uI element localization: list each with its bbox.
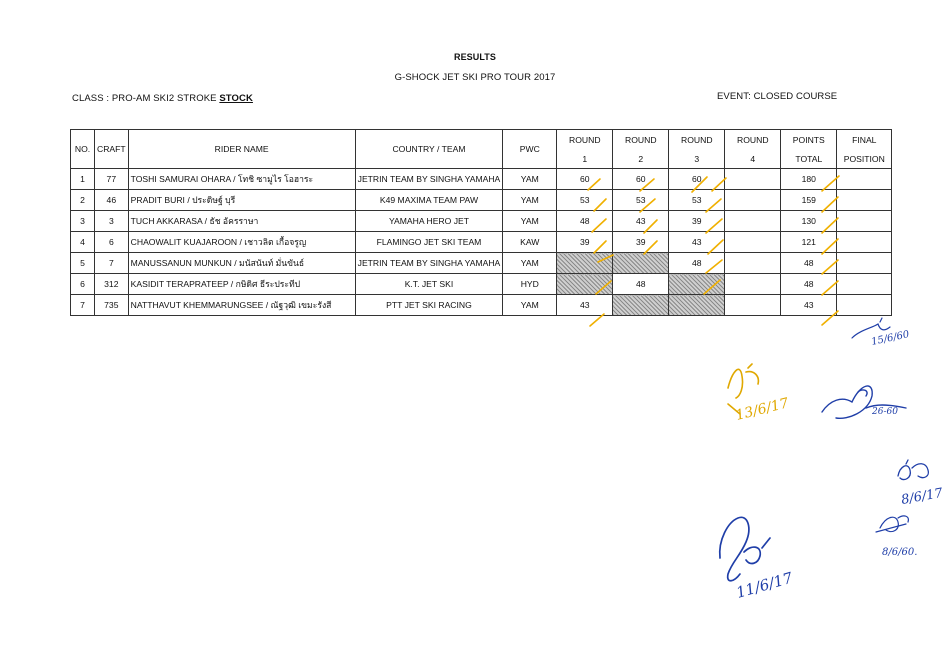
- cell-round4: [725, 274, 781, 295]
- cell-final-position: [837, 211, 892, 232]
- cell-pwc: YAM: [503, 253, 557, 274]
- header-round4: ROUND: [725, 130, 781, 150]
- cell-craft: 3: [95, 211, 129, 232]
- cell-round1-no-score: [557, 274, 613, 295]
- cell-round1: 48: [557, 211, 613, 232]
- cell-points-total: 48: [781, 253, 837, 274]
- cell-round4: [725, 232, 781, 253]
- cell-final-position: [837, 190, 892, 211]
- cell-round2: 53: [613, 190, 669, 211]
- class-value: STOCK: [219, 93, 253, 104]
- header-round3-number: 3: [669, 149, 725, 169]
- cell-round4: [725, 211, 781, 232]
- table-row: [71, 232, 892, 253]
- event-label: EVENT: CLOSED COURSE: [717, 91, 838, 102]
- cell-round2: 39: [613, 232, 669, 253]
- signature-initials-8-6-60: [876, 516, 917, 558]
- cell-round4: [725, 253, 781, 274]
- svg-text:8/6/60.: 8/6/60.: [882, 547, 918, 558]
- table-row: [71, 211, 892, 232]
- cell-round3: 39: [669, 211, 725, 232]
- cell-points-total: 121: [781, 232, 837, 253]
- cell-pwc: YAM: [503, 295, 557, 316]
- svg-text:26-60: 26-60: [872, 407, 898, 417]
- header-final: FINAL: [837, 130, 892, 150]
- header-points: POINTS: [781, 130, 837, 150]
- table-row: [71, 295, 892, 316]
- cell-rider-name: KASIDIT TERAPRATEEP / กษิดิศ ธีระประทีป: [128, 274, 355, 295]
- cell-round2-no-score: [613, 295, 669, 316]
- svg-text:11/6/17: 11/6/17: [734, 568, 795, 602]
- cell-round3: 53: [669, 190, 725, 211]
- cell-round1: 39: [557, 232, 613, 253]
- cell-craft: 77: [95, 169, 129, 190]
- cell-team: PTT JET SKI RACING: [355, 295, 503, 316]
- header-no: NO.: [71, 130, 95, 169]
- cell-points-total: 180: [781, 169, 837, 190]
- table-row: [71, 190, 892, 211]
- cell-round3-no-score: [669, 295, 725, 316]
- cell-team: K.T. JET SKI: [355, 274, 503, 295]
- cell-points-total: 159: [781, 190, 837, 211]
- cell-pwc: YAM: [503, 169, 557, 190]
- cell-round3: 60: [669, 169, 725, 190]
- cell-points-total: 43: [781, 295, 837, 316]
- cell-pwc: HYD: [503, 274, 557, 295]
- header-points-total: TOTAL: [781, 149, 837, 169]
- cell-final-position: [837, 232, 892, 253]
- cell-final-position: [837, 295, 892, 316]
- table-row: [71, 274, 892, 295]
- cell-final-position: [837, 169, 892, 190]
- cell-craft: 312: [95, 274, 129, 295]
- cell-no: 4: [71, 232, 95, 253]
- cell-round3-no-score: [669, 274, 725, 295]
- cell-round1: 43: [557, 295, 613, 316]
- document-title: RESULTS: [453, 52, 497, 62]
- cell-points-total: 130: [781, 211, 837, 232]
- table-row: [71, 253, 892, 274]
- cell-round2: 60: [613, 169, 669, 190]
- signature-initials-26-6-60: [822, 386, 906, 418]
- cell-pwc: YAM: [503, 211, 557, 232]
- cell-craft: 6: [95, 232, 129, 253]
- cell-round4: [725, 295, 781, 316]
- header-round4-number: 4: [725, 149, 781, 169]
- header-round2-number: 2: [613, 149, 669, 169]
- header-rider-name: RIDER NAME: [128, 130, 355, 169]
- cell-round1: 60: [557, 169, 613, 190]
- cell-team: FLAMINGO JET SKI TEAM: [355, 232, 503, 253]
- cell-rider-name: TUCH AKKARASA / ธัช อัครราษา: [128, 211, 355, 232]
- cell-round3: 43: [669, 232, 725, 253]
- cell-round4: [725, 190, 781, 211]
- cell-pwc: YAM: [503, 190, 557, 211]
- cell-round2-no-score: [613, 253, 669, 274]
- cell-rider-name: PRADIT BURI / ประดิษฐ์ บุรี: [128, 190, 355, 211]
- table-row: [71, 169, 892, 190]
- header-round2: ROUND: [613, 130, 669, 150]
- cell-no: 6: [71, 274, 95, 295]
- header-country-team: COUNTRY / TEAM: [355, 130, 503, 169]
- cell-pwc: KAW: [503, 232, 557, 253]
- cell-rider-name: NATTHAVUT KHEMMARUNGSEE / ณัฐวุฒิ เขมะรังสี: [128, 295, 355, 316]
- header-round1: ROUND: [557, 130, 613, 150]
- cell-rider-name: MANUSSANUN MUNKUN / มนัสนันท์ มั่นขันธ์: [128, 253, 355, 274]
- cell-rider-name: TOSHI SAMURAI OHARA / โทชิ ซามูไร โอฮาระ: [128, 169, 355, 190]
- results-table: [70, 129, 892, 316]
- svg-text:15/6/60: 15/6/60: [870, 329, 911, 348]
- cell-no: 3: [71, 211, 95, 232]
- signature-initials-15-6-60: [852, 318, 911, 348]
- document-subtitle: G-SHOCK JET SKI PRO TOUR 2017: [394, 72, 556, 83]
- cell-team: YAMAHA HERO JET: [355, 211, 503, 232]
- cell-final-position: [837, 274, 892, 295]
- cell-round1-no-score: [557, 253, 613, 274]
- class-line: [72, 93, 253, 104]
- cell-round2: 48: [613, 274, 669, 295]
- header-round1-number: 1: [557, 149, 613, 169]
- cell-team: K49 MAXIMA TEAM PAW: [355, 190, 503, 211]
- table-header-row-top: [71, 130, 892, 150]
- cell-final-position: [837, 253, 892, 274]
- header-final-position: POSITION: [837, 149, 892, 169]
- svg-text:8/6/17: 8/6/17: [900, 485, 944, 508]
- cell-points-total: 48: [781, 274, 837, 295]
- class-label: CLASS : PRO-AM SKI2 STROKE: [72, 93, 220, 104]
- cell-craft: 735: [95, 295, 129, 316]
- cell-no: 5: [71, 253, 95, 274]
- cell-no: 2: [71, 190, 95, 211]
- cell-rider-name: CHAOWALIT KUAJAROON / เชาวลิต เกื้อจรูญ: [128, 232, 355, 253]
- cell-round1: 53: [557, 190, 613, 211]
- cell-no: 7: [71, 295, 95, 316]
- header-pwc: PWC: [503, 130, 557, 169]
- cell-craft: 7: [95, 253, 129, 274]
- signature-initials-8-6-17: [898, 460, 945, 508]
- cell-round4: [725, 169, 781, 190]
- cell-team: JETRIN TEAM BY SINGHA YAMAHA: [355, 253, 503, 274]
- header-craft: CRAFT: [95, 130, 129, 169]
- header-round3: ROUND: [669, 130, 725, 150]
- cell-team: JETRIN TEAM BY SINGHA YAMAHA: [355, 169, 503, 190]
- svg-text:13/6/17: 13/6/17: [734, 395, 791, 424]
- cell-no: 1: [71, 169, 95, 190]
- signature-initials-13-6-17: [728, 364, 790, 424]
- cell-craft: 46: [95, 190, 129, 211]
- cell-round3: 48: [669, 253, 725, 274]
- signature-initials-11-6-17: [720, 517, 795, 602]
- cell-round2: 43: [613, 211, 669, 232]
